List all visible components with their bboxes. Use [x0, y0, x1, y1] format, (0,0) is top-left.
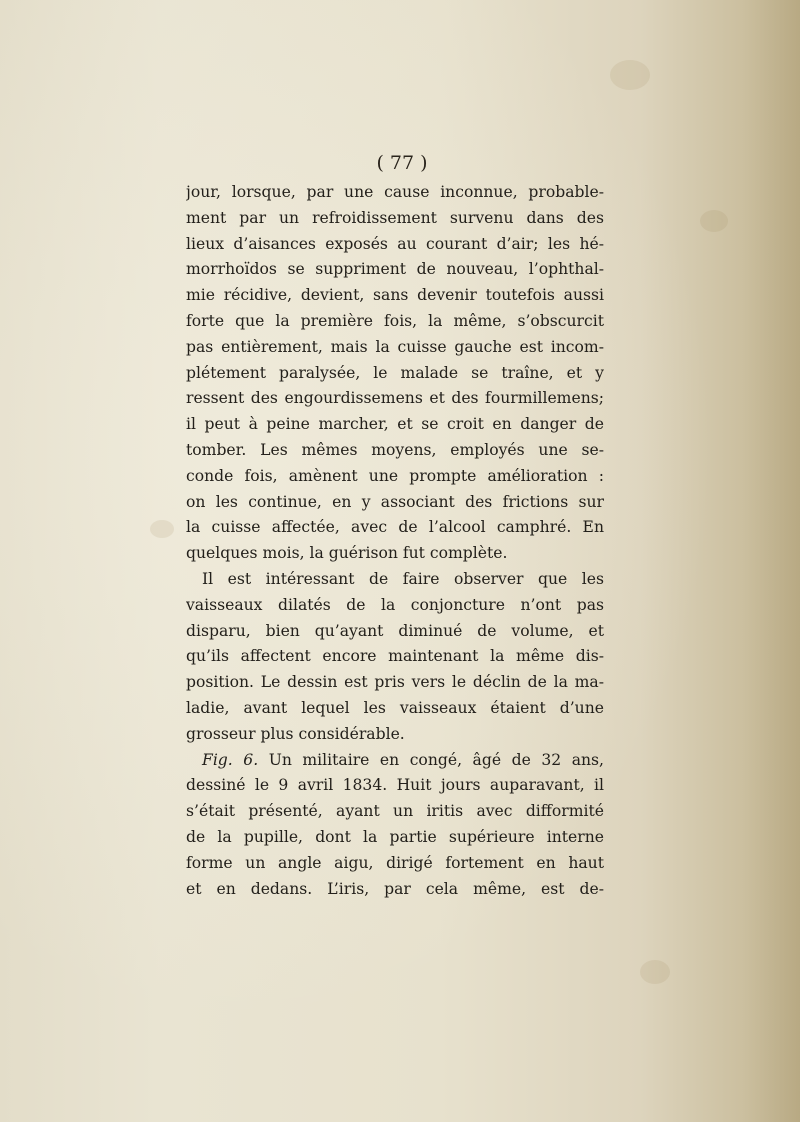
- text-line: Il est intéressant de faire observer que les: [202, 569, 604, 588]
- text-line: ressent des engourdissemens et des fourmillemens;: [186, 389, 604, 408]
- text-line: il peut à peine marcher, et se croit en danger de: [186, 415, 604, 434]
- paper-stain: [610, 60, 650, 90]
- text-line: grosseur plus considérable.: [186, 724, 405, 743]
- text-line: lieux d’aisances exposés au courant d’air; les hé-: [186, 234, 604, 253]
- figure-label: Fig. 6.: [202, 750, 259, 769]
- text-line: vaisseaux dilatés de la conjoncture n’ont pas: [186, 595, 604, 614]
- text-line: et en dedans. L’iris, par cela même, est de-: [186, 879, 604, 898]
- text-line: de la pupille, dont la partie supérieure interne: [186, 827, 604, 846]
- text-line: quelques mois, la guérison fut complète.: [186, 544, 508, 563]
- text-line: pas entièrement, mais la cuisse gauche est incom-: [186, 337, 604, 356]
- text-line: position. Le dessin est pris vers le déclin de la ma-: [186, 673, 604, 692]
- paper-stain: [700, 210, 728, 232]
- text-line: on les continue, en y associant des frictions sur: [186, 492, 604, 511]
- figure-caption-text: Un militaire en congé, âgé de 32 ans,: [268, 750, 604, 769]
- text-line: forte que la première fois, la même, s’obscurcit: [186, 311, 604, 330]
- text-line: forme un angle aigu, dirigé fortement en haut: [186, 853, 604, 872]
- text-line: plétement paralysée, le malade se traîne, et y: [186, 363, 604, 382]
- figure-caption-line: [186, 748, 604, 774]
- text-line: jour, lorsque, par une cause inconnue, probable-: [186, 183, 604, 201]
- text-line: mie récidive, devient, sans devenir toutefois aussi: [186, 286, 604, 305]
- body-text: [186, 180, 604, 902]
- text-line: la cuisse affectée, avec de l’alcool camphré. En: [186, 518, 604, 537]
- text-line: tomber. Les mêmes moyens, employés une se-: [186, 440, 604, 459]
- text-line: ment par un refroidissement survenu dans des: [186, 208, 604, 227]
- text-line: s’était présenté, ayant un iritis avec difformité: [186, 802, 604, 821]
- text-line: morrhoïdos se suppriment de nouveau, l’ophthal-: [186, 260, 604, 279]
- text-line: conde fois, amènent une prompte amélioration :: [186, 466, 604, 485]
- page-number: ( 77 ): [376, 152, 428, 174]
- paper-stain: [640, 960, 670, 984]
- text-line: dessiné le 9 avril 1834. Huit jours auparavant, il: [186, 776, 604, 795]
- text-line: ladie, avant lequel les vaisseaux étaient d’une: [186, 698, 604, 717]
- text-line: qu’ils affectent encore maintenant la même dis-: [186, 647, 604, 666]
- text-line: disparu, bien qu’ayant diminué de volume, et: [186, 621, 604, 640]
- paper-stain: [150, 520, 174, 538]
